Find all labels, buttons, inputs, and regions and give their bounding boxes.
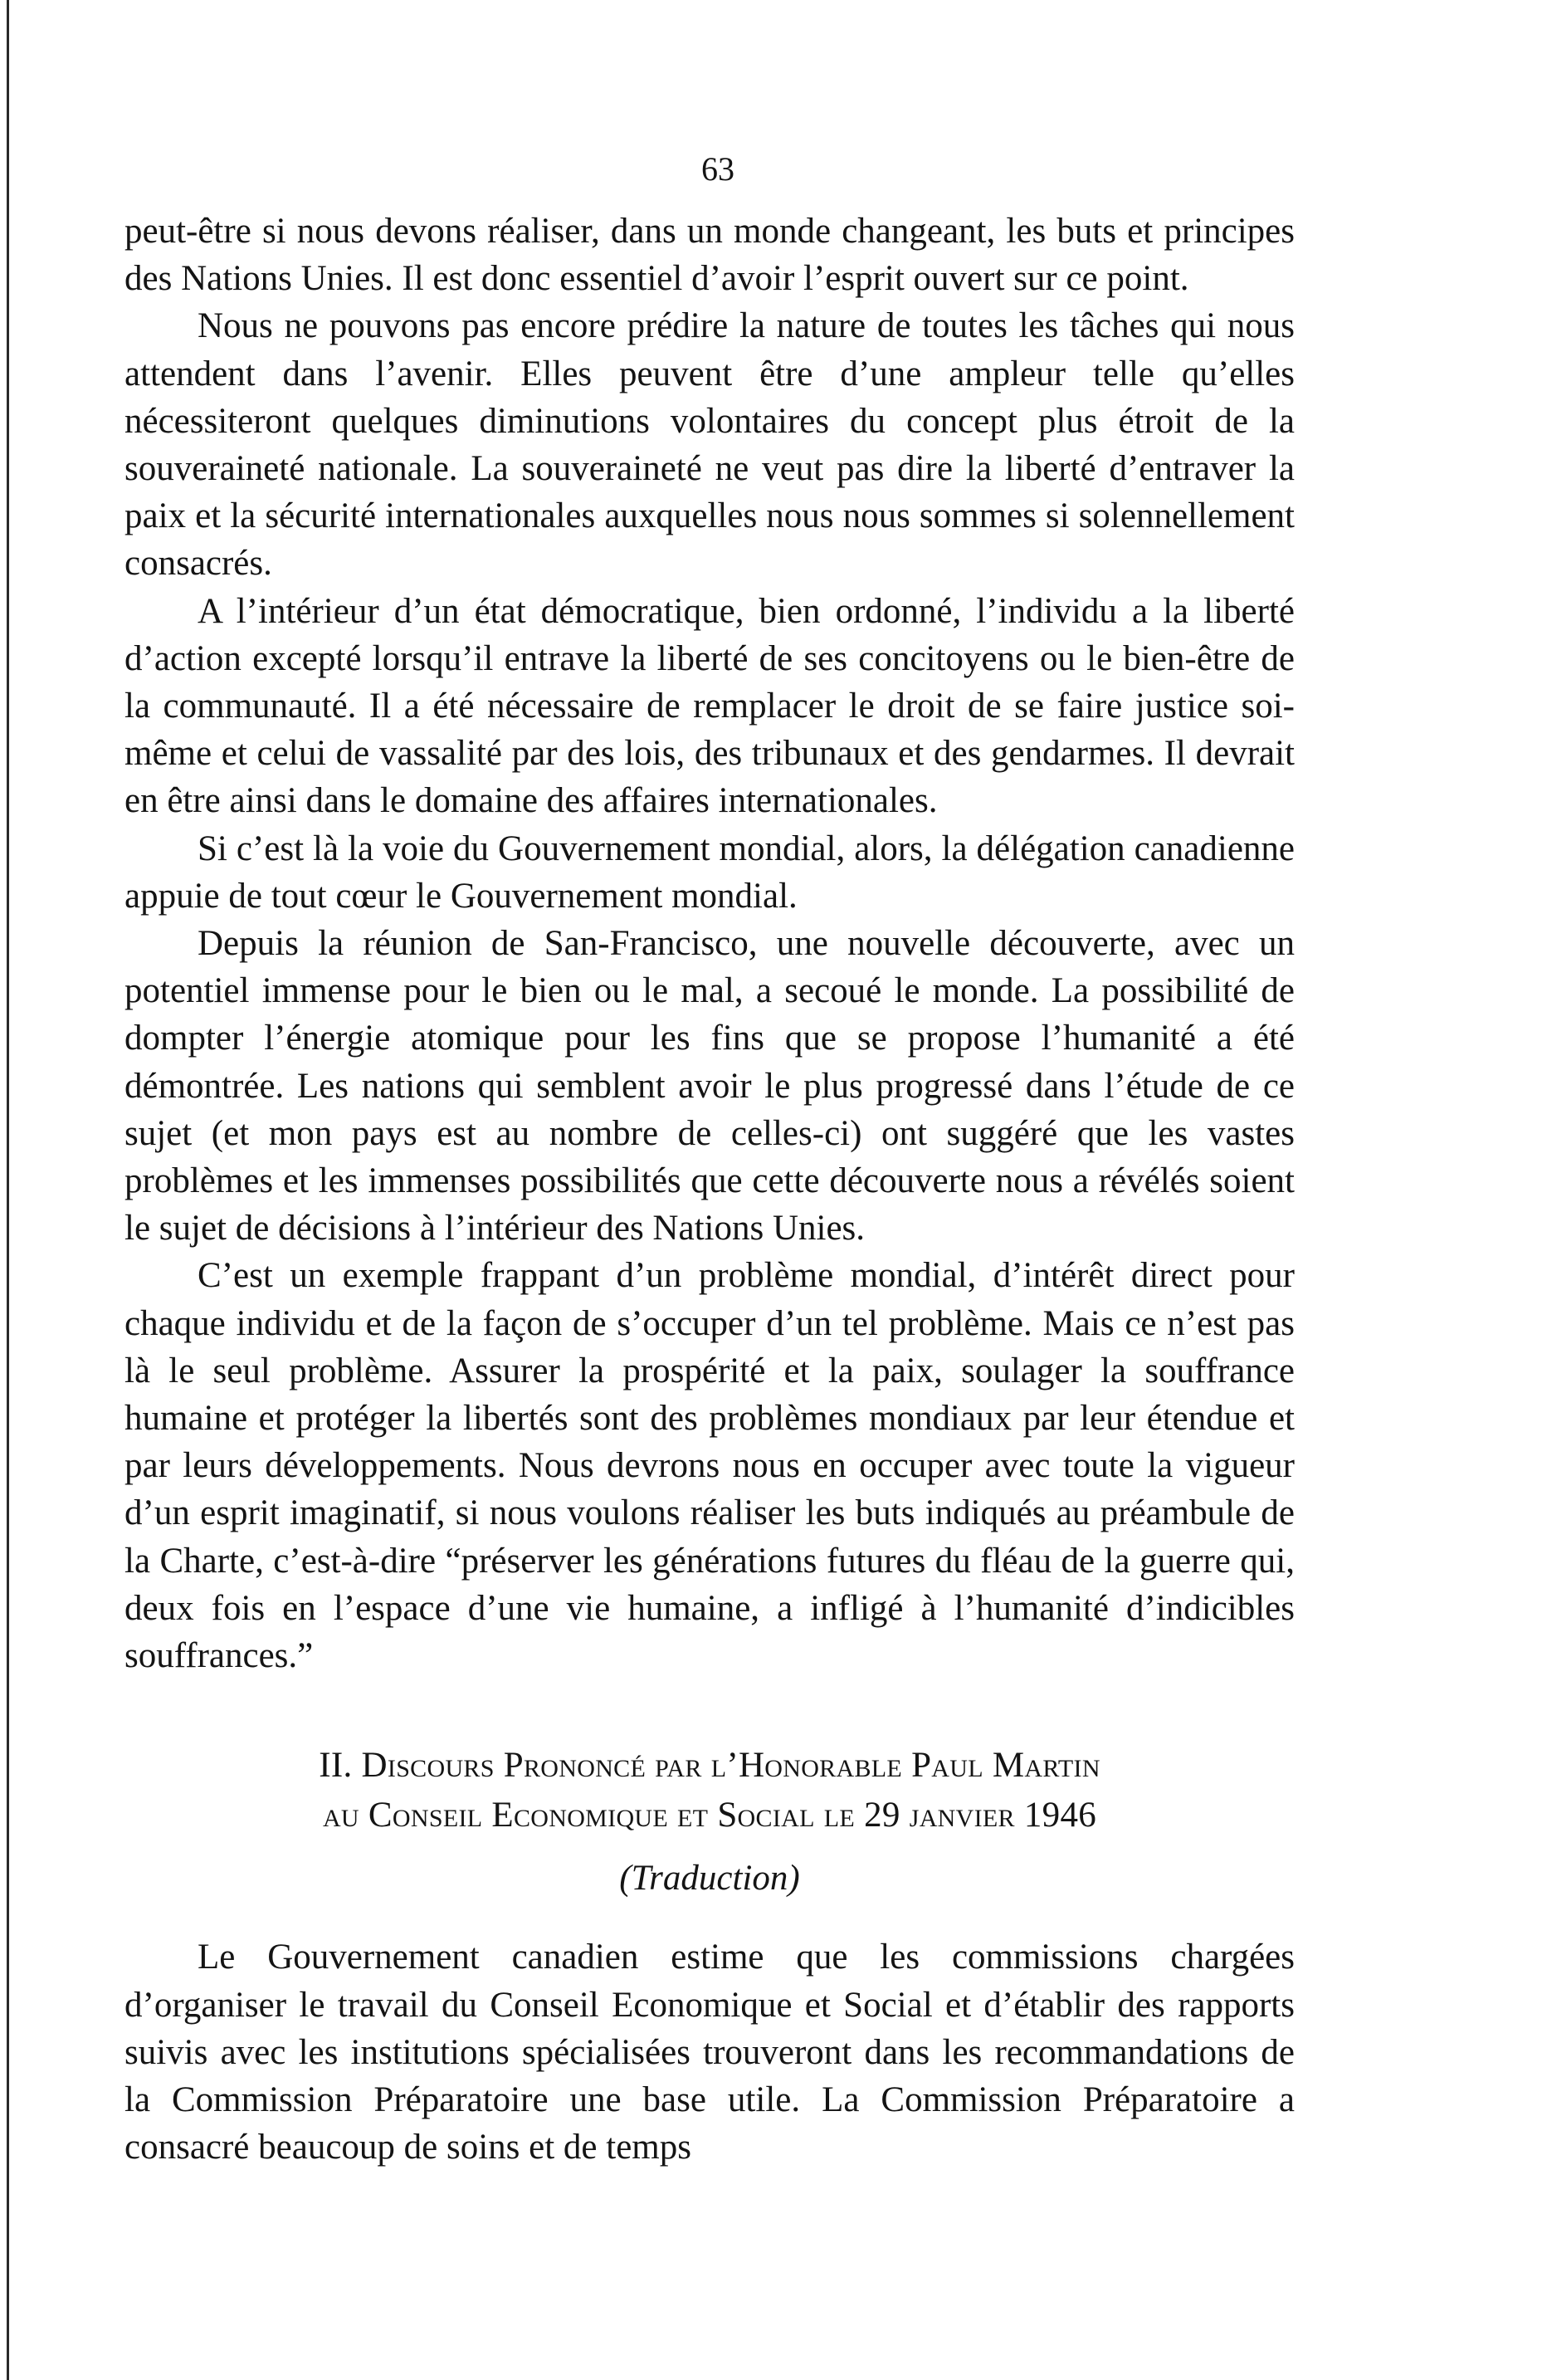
paragraph: Depuis la réunion de San-Francisco, une nouvelle découverte, avec un potentiel immense pour le bien ou le mal, a secoué le monde. La possibilité de dompter l’énergie atomique pour les fins que se propose l’humanité a été démontrée. Les nations qui semblent avoir le plus progressé dans l’étude de ce sujet (et mon pays est au nombre de celles-ci) ont suggéré que les vastes problèmes et les immenses possibilités que cette découverte nous a révélés soient le sujet de décisions à l’intérieur des Nations Unies.	[124, 924, 1295, 1249]
scan-edge-line	[7, 0, 9, 2380]
paragraph: Le Gouvernement canadien estime que les commissions chargées d’organiser le travail du Conseil Economique et Social et d’établir des rapports suivis avec les institutions spécialisées trouveront dans les recommandations de la Commission Préparatoire une base utile. La Commission Préparatoire a consacré beaucoup de soins et de temps	[124, 1938, 1295, 2167]
paragraph: Si c’est là la voie du Gouvernement mondial, alors, la délégation canadienne appuie de tout cœur le Gouvernement mondial.	[124, 828, 1295, 916]
page-number: 63	[701, 150, 734, 188]
document-page	[124, 149, 1295, 2171]
section-heading	[124, 1741, 1295, 1840]
paragraph: A l’intérieur d’un état démocratique, bien ordonné, l’individu a la liberté d’action excepté lorsqu’il entrave la liberté de ses concitoyens ou le bien-être de la communauté. Il a été nécessaire de remplacer le droit de se faire justice soi-même et celui de vassalité par des lois, des tribunaux et des gendarmes. Il devrait en être ainsi dans le domaine des affaires internationales.	[124, 591, 1295, 821]
paragraph: Nous ne pouvons pas encore prédire la nature de toutes les tâches qui nous attendent dans l’avenir. Elles peuvent être d’une ampleur telle qu’elles nécessiteront quelques diminutions volontaires du concept plus étroit de la souveraineté nationale. La souveraineté ne veut pas dire la liberté d’entraver la paix et la sécurité internationales auxquelles nous nous sommes si solennellement consacrés.	[124, 306, 1295, 584]
translation-note: (Traduction)	[619, 1859, 800, 1899]
section-heading-line-2: au Conseil Economique et Social le 29 janvier 1946	[322, 1796, 1097, 1835]
paragraph: peut-être si nous devons réaliser, dans un monde changeant, les buts et principes des Nations Unies. Il est donc essentiel d’avoir l’esprit ouvert sur ce point.	[124, 212, 1295, 299]
section-heading-line-1: II. Discours Prononcé par l’Honorable Paul Martin	[319, 1746, 1100, 1786]
paragraph: C’est un exemple frappant d’un problème mondial, d’intérêt direct pour chaque individu et de la façon de s’occuper d’un tel problème. Mais ce n’est pas là le seul problème. Assurer la prospérité et la paix, soulager la souffrance humaine et protéger la libertés sont des problèmes mondiaux par leur étendue et par leurs développements. Nous devrons nous en occuper avec toute la vigueur d’un esprit imaginatif, si nous voulons réaliser les buts indiqués au préambule de la Charte, c’est-à-dire “préserver les générations futures du fléau de la guerre qui, deux fois en l’espace d’une vie humaine, a infligé à l’humanité d’indicibles souffrances.”	[124, 1256, 1295, 1676]
